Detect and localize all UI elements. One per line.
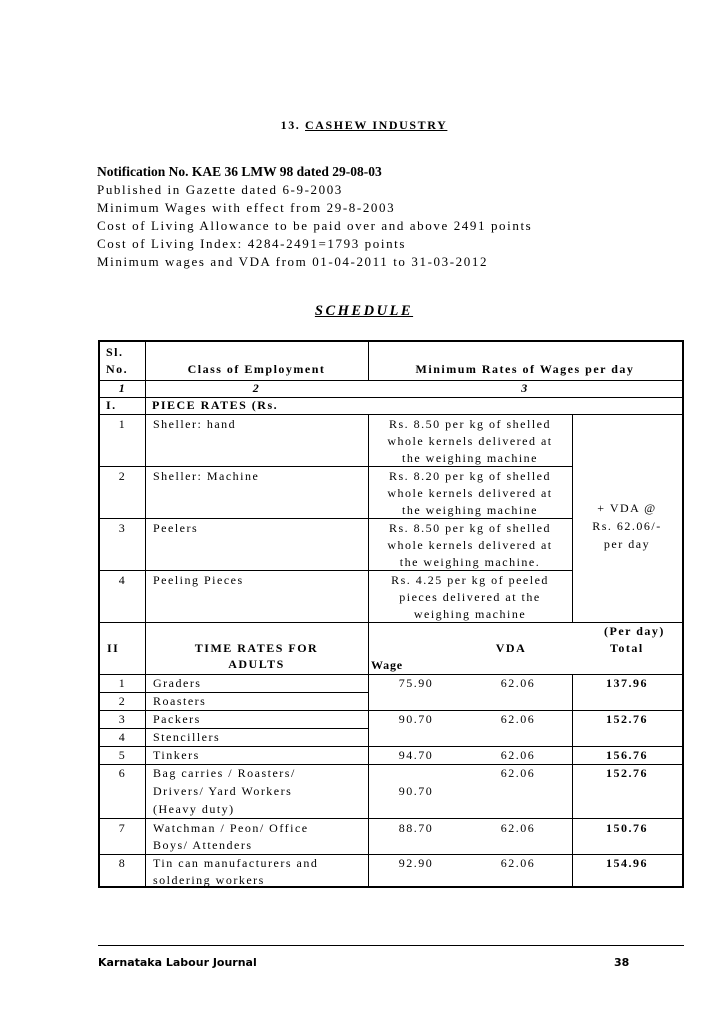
- time-row-number: 6: [118, 766, 127, 780]
- time-row-total: 152.76: [606, 712, 648, 726]
- piece-row-rate: Rs. 8.20 per kg of shelled: [389, 469, 551, 483]
- time-row-name: Roasters: [153, 694, 207, 708]
- time-row-name: Graders: [153, 676, 202, 690]
- time-row-name: Stencillers: [153, 730, 221, 744]
- time-row-name: soldering workers: [153, 873, 265, 887]
- col-number-1: 1: [118, 381, 127, 395]
- piece-row-name: Peelers: [153, 521, 199, 535]
- page-title: [0, 118, 728, 133]
- piece-row-rate: whole kernels delivered at: [387, 486, 553, 500]
- time-row-number: 2: [118, 694, 127, 708]
- time-row-vda: 62.06: [500, 748, 536, 762]
- piece-row-rate: whole kernels delivered at: [387, 538, 553, 552]
- piece-row-number: 1: [118, 417, 127, 431]
- piece-row-rate: the weighing machine: [402, 451, 538, 465]
- time-row-number: 4: [118, 730, 127, 744]
- info-line-effect: Minimum Wages with effect from 29-8-2003: [97, 200, 396, 215]
- time-row-number: 7: [118, 821, 127, 835]
- piece-row-number: 2: [118, 469, 127, 483]
- page-number: 38: [614, 956, 630, 969]
- time-row-name: (Heavy duty): [153, 802, 235, 816]
- time-row-number: 3: [118, 712, 127, 726]
- time-row-name: Tinkers: [153, 748, 200, 762]
- col-rates-header: Minimum Rates of Wages per day: [415, 362, 635, 376]
- time-row-total: 150.76: [606, 821, 648, 835]
- footer-divider: [98, 945, 684, 946]
- col-sl-header-2: No.: [106, 362, 129, 376]
- time-row-wage: 92.90: [398, 856, 434, 870]
- notification-line: Notification No. KAE 36 LMW 98 dated 29-08-03: [97, 164, 382, 179]
- schedule-heading: SCHEDULE: [314, 303, 414, 319]
- time-row-wage: 90.70: [398, 784, 434, 798]
- time-row-wage: 88.70: [398, 821, 434, 835]
- col-number-2: 2: [252, 381, 261, 395]
- wage-schedule-table: [98, 340, 684, 888]
- time-row-number: 1: [118, 676, 127, 690]
- info-line-period: Minimum wages and VDA from 01-04-2011 to 31-03-2012: [97, 254, 489, 269]
- time-row-vda: 62.06: [500, 821, 536, 835]
- col-number-3: 3: [521, 381, 529, 395]
- section-piece-number: I.: [106, 398, 117, 412]
- info-line-index: Cost of Living Index: 4284-2491=1793 points: [97, 236, 407, 251]
- col-class-header: Class of Employment: [187, 362, 326, 376]
- piece-row-rate: pieces delivered at the: [399, 590, 541, 604]
- time-row-number: 5: [118, 748, 127, 762]
- piece-row-name: Sheller: Machine: [153, 469, 260, 483]
- title-text: CASHEW INDUSTRY: [305, 118, 448, 132]
- time-row-total: 154.96: [606, 856, 648, 870]
- piece-row-rate: the weighing machine.: [399, 555, 541, 569]
- time-row-name: Watchman / Peon/ Office: [153, 821, 309, 835]
- piece-row-number: 3: [118, 521, 127, 535]
- vda-note: Rs. 62.06/-: [592, 519, 662, 533]
- per-day-label: (Per day): [604, 624, 665, 638]
- col-sl-header-1: Sl.: [106, 345, 124, 359]
- piece-row-number: 4: [118, 573, 127, 587]
- section-time-number: II: [107, 641, 120, 655]
- time-row-wage: 90.70: [398, 712, 434, 726]
- time-row-total: 156.76: [606, 748, 648, 762]
- time-row-name: Drivers/ Yard Workers: [153, 784, 293, 798]
- time-row-wage: 94.70: [398, 748, 434, 762]
- time-row-vda: 62.06: [500, 712, 536, 726]
- time-row-total: 137.96: [606, 676, 648, 690]
- time-row-name: Tin can manufacturers and: [153, 856, 319, 870]
- piece-row-name: Peeling Pieces: [153, 573, 244, 587]
- piece-row-rate: whole kernels delivered at: [387, 434, 553, 448]
- time-row-vda: 62.06: [500, 766, 536, 780]
- piece-row-rate: weighing machine: [413, 607, 527, 621]
- title-number: 13.: [280, 118, 305, 132]
- vda-column-header: VDA: [495, 641, 527, 655]
- piece-row-name: Sheller: hand: [153, 417, 237, 431]
- section-time-title: ADULTS: [228, 657, 285, 671]
- vda-note: + VDA @: [597, 501, 657, 515]
- time-row-name: Boys/ Attenders: [153, 838, 253, 852]
- footer-journal-name: Karnataka Labour Journal: [98, 956, 257, 969]
- wage-column-header: Wage: [371, 658, 403, 672]
- time-row-total: 152.76: [606, 766, 648, 780]
- time-row-name: Packers: [153, 712, 201, 726]
- vda-note: per day: [603, 537, 651, 551]
- time-row-number: 8: [118, 856, 127, 870]
- info-line-gazette: Published in Gazette dated 6-9-2003: [97, 182, 343, 197]
- piece-row-rate: Rs. 4.25 per kg of peeled: [391, 573, 549, 587]
- section-piece-title: PIECE RATES (Rs.: [152, 398, 279, 412]
- piece-row-rate: Rs. 8.50 per kg of shelled: [389, 521, 551, 535]
- time-row-wage: 75.90: [398, 676, 434, 690]
- time-row-vda: 62.06: [500, 676, 536, 690]
- total-column-header: Total: [610, 641, 644, 655]
- piece-row-rate: Rs. 8.50 per kg of shelled: [389, 417, 551, 431]
- info-line-allowance: Cost of Living Allowance to be paid over and above 2491 points: [97, 218, 533, 233]
- time-row-vda: 62.06: [500, 856, 536, 870]
- piece-row-rate: the weighing machine: [402, 503, 538, 517]
- section-time-title: TIME RATES FOR: [194, 641, 319, 655]
- time-row-name: Bag carries / Roasters/: [153, 766, 296, 780]
